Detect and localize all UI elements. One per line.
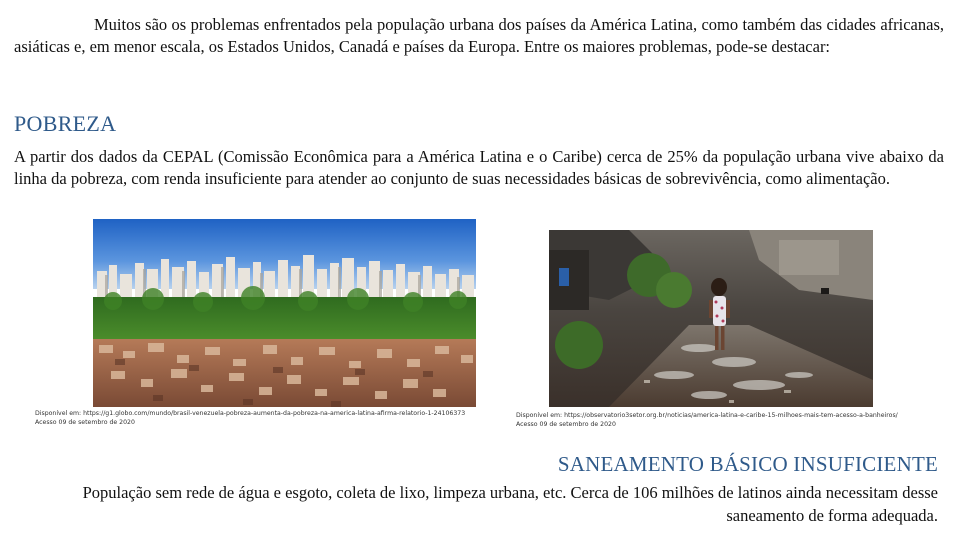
saneamento-paragraph: População sem rede de água e esgoto, coleta de lixo, limpeza urbana, etc. Cerca de 106 milhões de latinos ainda necessitam desse saneamento de forma adequada.	[82, 483, 938, 525]
pobreza-paragraph: A partir dos dados da CEPAL (Comissão Econômica para a América Latina e o Caribe) cerca de 25% da população urbana vive abaixo da linha da pobreza, com renda insuficiente para atender ao conjunto de suas necessidades básicas de sobrevivência, como alimentação.	[14, 147, 944, 188]
intro-text: Muitos são os problemas enfrentados pela população urbana dos países da América Latina, como também das cidades africanas, asiáticas e, em menor escala, os Estados Unidos, Canadá e países da Europa. Entre os maiores problemas, pode-se destacar:	[14, 15, 944, 56]
girl-credit-source: Disponível em: https://observatorio3setor.org.br/noticias/america-latina-e-caribe-15-milhoes-mais-tem-acesso-a-banheiros/	[516, 412, 898, 419]
girl-credit-access: Acesso 09 de setembro de 2020	[516, 421, 616, 428]
city-favela-photo	[93, 219, 476, 407]
girl-muddy-street-photo	[549, 230, 873, 407]
city-credit-source: Disponível em: https://g1.globo.com/mundo/brasil-venezuela-pobreza-aumenta-da-pobreza-na-america-latina-afirma-relatorio-1-24106373	[35, 410, 466, 417]
girl-photo-credit	[516, 411, 898, 429]
pobreza-heading: POBREZA	[14, 111, 117, 136]
intro-paragraph	[14, 14, 944, 58]
city-photo-credit	[35, 409, 465, 427]
saneamento-heading: SANEAMENTO BÁSICO INSUFICIENTE	[557, 452, 938, 476]
city-credit-access: Acesso 09 de setembro de 2020	[35, 419, 135, 426]
